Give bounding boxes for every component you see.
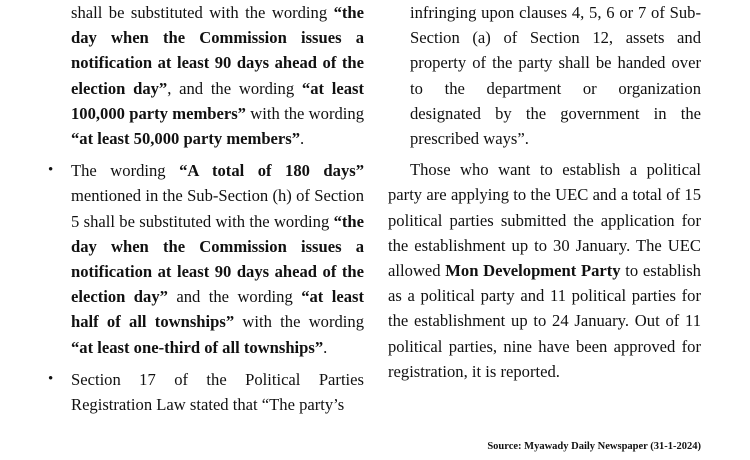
bullet-item-section-5: [48, 158, 364, 360]
right-column: [388, 0, 701, 384]
bold-party-name: Mon Development Party: [445, 261, 621, 281]
bold-quote: “at least 50,000 party members”: [71, 129, 301, 149]
text: mentioned in the Sub-Section (h) of Section 5 shall be substituted with the wording: [71, 186, 364, 231]
text: and the wording: [167, 287, 302, 307]
text: Section 17 of the Political Parties Registration Law stated that “The party’s: [71, 369, 364, 415]
text: with the wording: [234, 312, 365, 332]
bullet-continuation: [48, 0, 364, 151]
text: with the wording: [245, 103, 364, 123]
text: , and the wording: [167, 78, 302, 98]
bold-quote: “at least one-third of all townships”: [71, 337, 324, 357]
bold-quote: “the day when the Commission issues a notification at least 90 days ahead of the election day”: [71, 3, 364, 98]
text: The wording: [71, 161, 180, 181]
quote-continuation: infringing upon clauses 4, 5, 6 or 7 of Sub-Section (a) of Section 12, assets and property of the party shall be handed over to the department or organization designated by the government in the prescribed ways”.: [410, 3, 701, 149]
bold-quote: “at least half of all townships”: [71, 287, 364, 332]
text: shall be substituted with the wording: [71, 3, 334, 22]
text: .: [300, 129, 305, 149]
bullet-item-section-17: [48, 367, 364, 417]
bold-quote: “at least 100,000 party members”: [71, 78, 365, 123]
paragraph-registration: [388, 157, 701, 384]
bold-quote: “A total of 180 days”: [179, 161, 364, 181]
source-credit: Source: Myawady Daily Newspaper (31-1-2024): [487, 441, 701, 452]
text: .: [323, 337, 328, 357]
text: to establish as a political party and 11 political parties for the establishment up to 24 January. Out of 11 political parties, nine have been approved for registration, it is reported.: [388, 261, 701, 381]
left-column: [48, 0, 364, 417]
bold-quote: “the day when the Commission issues a notification at least 90 days ahead of the election day”: [71, 211, 364, 307]
text: Those who want to establish a political party are applying to the UEC and a total of 15 political parties submitted the application for the establishment up to 30 January. The UEC allowed: [388, 160, 701, 281]
